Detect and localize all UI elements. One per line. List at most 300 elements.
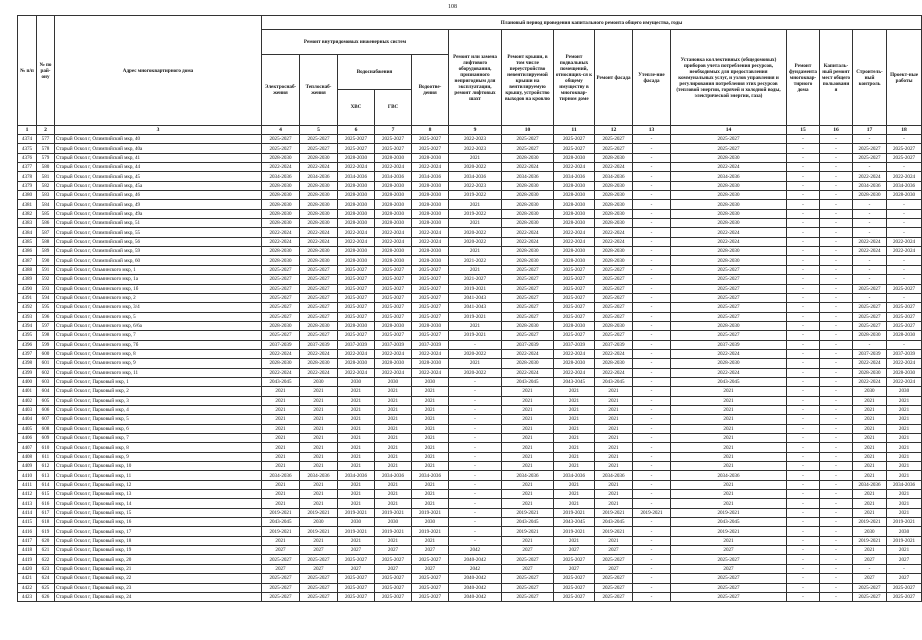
table-cell: 4376 (18, 153, 37, 162)
table-row (18, 536, 922, 545)
table-cell: - (820, 191, 853, 200)
table-cell: 2028-2030 (375, 191, 412, 200)
table-cell: 2022-2024 (338, 163, 375, 172)
table-cell: 2025-2027 (671, 293, 787, 302)
table-cell: 2021 (887, 415, 922, 424)
table-cell: 2025-2027 (502, 135, 554, 144)
table-cell: 2021 (853, 471, 887, 480)
table-row (18, 396, 922, 405)
table-cell: 2022-2024 (300, 368, 338, 377)
table-cell: 591 (37, 265, 55, 274)
table-cell: 2025-2027 (595, 312, 633, 321)
table-row (18, 415, 922, 424)
table-cell: 2021 (853, 490, 887, 499)
table-cell: 2040-2042 (449, 574, 502, 583)
table-cell: 2025-2027 (375, 303, 412, 312)
table-cell: - (787, 527, 820, 536)
table-cell: - (820, 247, 853, 256)
table-cell: - (787, 265, 820, 274)
header-meters: Установка коллективных (общедомовых) приборов учета потребления ресурсов, необходимых для предоставления коммунальных услуг, и узлов управления и регулирования потребления этих ресурсов (тепловой энергии, горячей и холодной воды, электрической энергии, газа) (671, 30, 787, 126)
table-cell: - (633, 564, 671, 573)
table-row (18, 181, 922, 190)
table-cell: 2022-2024 (671, 237, 787, 246)
table-cell: - (633, 480, 671, 489)
table-cell: 2021 (502, 415, 554, 424)
header-drainage: Водоотве-дения (412, 55, 449, 126)
table-cell: 2021 (671, 490, 787, 499)
table-cell: 621 (37, 546, 55, 555)
table-cell: 588 (37, 237, 55, 246)
table-cell: 2028-2030 (595, 200, 633, 209)
table-cell: 2025-2027 (262, 275, 300, 284)
table-cell: 2028-2030 (853, 191, 887, 200)
table-cell: 2021 (412, 396, 449, 405)
table-cell: 2021 (887, 490, 922, 499)
address-cell: Старый Оскол г, Парковый мкр, 21 (55, 564, 262, 573)
table-cell: 2019-2021 (853, 536, 887, 545)
table-cell: 594 (37, 293, 55, 302)
table-cell: 2022-2024 (595, 228, 633, 237)
table-cell: - (787, 191, 820, 200)
table-cell: 2028-2030 (262, 153, 300, 162)
table-cell: 2027 (262, 546, 300, 555)
table-cell: 583 (37, 191, 55, 200)
table-cell: - (787, 349, 820, 358)
table-cell: 2021 (554, 387, 595, 396)
table-cell: - (820, 555, 853, 564)
table-cell: 2025-2027 (887, 153, 922, 162)
table-cell: - (853, 256, 887, 265)
table-cell: - (820, 574, 853, 583)
table-cell: 620 (37, 536, 55, 545)
table-cell: 2025-2027 (502, 312, 554, 321)
table-cell: 2034-2036 (262, 471, 300, 480)
table-cell: - (633, 172, 671, 181)
table-cell: 2021 (671, 405, 787, 414)
table-cell: 2021 (449, 153, 502, 162)
table-cell: 2028-2030 (554, 200, 595, 209)
table-cell: 2021 (595, 424, 633, 433)
table-cell: 2028-2030 (300, 200, 338, 209)
table-cell: - (787, 153, 820, 162)
address-cell: Старый Оскол г, Олимпийский мкр, 41 (55, 153, 262, 162)
table-cell: 2021 (554, 396, 595, 405)
table-cell: 2027 (338, 564, 375, 573)
address-cell: Старый Оскол г, Парковый мкр, 5 (55, 415, 262, 424)
table-cell: 2028-2030 (671, 209, 787, 218)
table-cell: 2043-2045 (502, 377, 554, 386)
colnum-8: 8 (412, 126, 449, 135)
table-cell: 2025-2027 (554, 312, 595, 321)
table-cell: 2021 (262, 415, 300, 424)
table-cell: 2021 (502, 490, 554, 499)
table-cell: 2021 (502, 480, 554, 489)
table-cell: - (853, 293, 887, 302)
table-cell: 2028-2030 (300, 247, 338, 256)
table-cell: 2021 (300, 396, 338, 405)
table-cell: 2022-2024 (300, 237, 338, 246)
table-cell: 2021 (853, 462, 887, 471)
table-cell: 2025-2027 (671, 135, 787, 144)
table-cell: - (449, 434, 502, 443)
table-cell: 2021 (887, 546, 922, 555)
table-cell: 2027 (853, 555, 887, 564)
table-cell: 2021 (887, 434, 922, 443)
table-cell: 2021 (338, 480, 375, 489)
table-cell: - (853, 228, 887, 237)
table-cell: 2021 (853, 452, 887, 461)
table-cell: 2021 (887, 424, 922, 433)
table-cell: 4411 (18, 480, 37, 489)
table-cell: - (887, 228, 922, 237)
address-cell: Старый Оскол г, Парковый мкр, 1 (55, 377, 262, 386)
table-cell: 2021 (412, 536, 449, 545)
table-cell: 4375 (18, 144, 37, 153)
table-cell: 2022-2024 (300, 163, 338, 172)
table-cell: 2021 (300, 405, 338, 414)
table-cell: - (787, 368, 820, 377)
table-cell: 590 (37, 256, 55, 265)
table-cell: 2021 (338, 499, 375, 508)
table-cell: 2043-2045 (502, 518, 554, 527)
table-cell: 2021 (262, 462, 300, 471)
table-cell: 2019-2021 (671, 527, 787, 536)
table-cell: 2025-2027 (887, 303, 922, 312)
table-cell: 605 (37, 396, 55, 405)
table-cell: - (449, 405, 502, 414)
table-cell: - (449, 387, 502, 396)
table-cell: 2025-2027 (300, 303, 338, 312)
table-cell: 4381 (18, 200, 37, 209)
table-cell: 2019-2021 (375, 527, 412, 536)
table-cell: - (633, 555, 671, 564)
table-cell: 2022-2024 (554, 237, 595, 246)
table-cell: - (887, 265, 922, 274)
table-cell: 2028-2030 (412, 247, 449, 256)
table-cell: 4401 (18, 387, 37, 396)
table-cell: 2030 (887, 527, 922, 536)
table-cell: 2028-2030 (554, 191, 595, 200)
table-cell: 2028-2030 (671, 256, 787, 265)
table-cell: - (787, 434, 820, 443)
address-cell: Старый Оскол г, Парковый мкр, 9 (55, 452, 262, 461)
table-cell: 4384 (18, 228, 37, 237)
header-project-works: Проект-ные работы (887, 30, 922, 126)
table-cell: 2021 (262, 480, 300, 489)
table-cell: - (787, 443, 820, 452)
address-cell: Старый Оскол г, Парковый мкр, 4 (55, 405, 262, 414)
table-cell: - (633, 228, 671, 237)
table-cell: 2021 (262, 443, 300, 452)
table-cell: 2028-2030 (338, 153, 375, 162)
table-cell: 2030 (853, 527, 887, 536)
table-cell: 2028-2030 (554, 181, 595, 190)
table-cell: - (787, 237, 820, 246)
table-cell: 2020-2022 (449, 237, 502, 246)
table-row (18, 200, 922, 209)
table-cell: 2028-2030 (412, 209, 449, 218)
table-cell: 2028-2030 (502, 181, 554, 190)
table-cell: - (887, 293, 922, 302)
colnum-10: 10 (502, 126, 554, 135)
table-cell: 2019-2021 (300, 508, 338, 517)
table-cell: 2025-2027 (671, 284, 787, 293)
address-cell: Старый Оскол г, Парковый мкр, 10 (55, 462, 262, 471)
table-cell: 2022-2024 (375, 163, 412, 172)
table-cell: - (853, 135, 887, 144)
table-cell: 2021 (502, 462, 554, 471)
table-cell: 2021 (502, 452, 554, 461)
table-cell: 2021 (375, 396, 412, 405)
table-cell: 2025-2027 (853, 303, 887, 312)
table-cell: 2021 (595, 452, 633, 461)
address-cell: Старый Оскол г, Парковый мкр, 16 (55, 518, 262, 527)
table-cell: 2027 (595, 546, 633, 555)
table-row (18, 144, 922, 153)
table-cell: 597 (37, 321, 55, 330)
colnum-14: 14 (671, 126, 787, 135)
table-cell: 2021 (853, 508, 887, 517)
table-cell: 2022-2024 (502, 228, 554, 237)
table-cell: 2028-2030 (412, 256, 449, 265)
table-cell: 4394 (18, 321, 37, 330)
table-cell: 2025-2027 (262, 312, 300, 321)
table-cell: - (449, 471, 502, 480)
table-cell: 2019-2021 (338, 527, 375, 536)
table-cell: - (820, 228, 853, 237)
table-cell: - (787, 340, 820, 349)
address-cell: Старый Оскол г, Ольминского мкр, 6/6а (55, 321, 262, 330)
table-cell: - (820, 405, 853, 414)
address-cell: Старый Оскол г, Олимпийский мкр, 45 (55, 172, 262, 181)
table-cell: 2028-2030 (300, 181, 338, 190)
table-cell: 2019-2021 (595, 508, 633, 517)
header-facade: Ремонт фасада (595, 30, 633, 126)
table-cell: 2025-2027 (375, 583, 412, 592)
table-cell: 2025-2027 (671, 592, 787, 601)
table-cell: - (787, 293, 820, 302)
table-cell: 2022-2024 (262, 237, 300, 246)
table-cell: 2019-2021 (887, 518, 922, 527)
table-cell: 2021 (853, 415, 887, 424)
table-cell: 2028-2030 (375, 247, 412, 256)
table-cell: - (820, 237, 853, 246)
table-cell: 2021 (262, 490, 300, 499)
header-foundation: Ремонт фундамента многоквар-тирного дома (787, 30, 820, 126)
table-cell: - (787, 135, 820, 144)
table-cell: 4406 (18, 434, 37, 443)
header-row-no: № п/п (18, 16, 37, 126)
table-cell: 2021 (412, 499, 449, 508)
colnum-6: 6 (338, 126, 375, 135)
table-cell: 2025-2027 (671, 312, 787, 321)
table-row (18, 462, 922, 471)
table-cell: - (633, 583, 671, 592)
table-row (18, 172, 922, 181)
table-cell: - (820, 452, 853, 461)
table-cell: 2025-2027 (338, 284, 375, 293)
table-cell: 2022-2024 (671, 228, 787, 237)
table-row (18, 499, 922, 508)
table-cell: 2021 (554, 536, 595, 545)
table-cell: - (887, 200, 922, 209)
table-cell: 2021 (853, 434, 887, 443)
table-cell: - (787, 219, 820, 228)
table-cell: - (820, 181, 853, 190)
table-cell: 2021 (412, 490, 449, 499)
table-cell: 2021 (853, 546, 887, 555)
colnum-17: 17 (853, 126, 887, 135)
table-cell: - (820, 377, 853, 386)
table-cell: 2021 (300, 499, 338, 508)
table-cell: 2021-2022 (449, 256, 502, 265)
table-cell: 2021 (300, 490, 338, 499)
address-cell: Старый Оскол г, Олимпийский мкр, 46 (55, 191, 262, 200)
table-cell: 584 (37, 200, 55, 209)
table-cell: - (449, 480, 502, 489)
header-hot-water: ГВС (387, 104, 399, 110)
table-cell: 2027 (595, 564, 633, 573)
address-cell: Старый Оскол г, Парковый мкр, 22 (55, 574, 262, 583)
table-cell: 2022-2024 (853, 377, 887, 386)
table-row (18, 518, 922, 527)
table-cell: 2030 (338, 377, 375, 386)
table-cell: 606 (37, 405, 55, 414)
table-cell: - (820, 368, 853, 377)
table-body (18, 135, 922, 602)
table-cell: 2021 (595, 480, 633, 489)
table-cell: 2019-2021 (412, 508, 449, 517)
table-cell: 4399 (18, 368, 37, 377)
table-row (18, 583, 922, 592)
table-cell: 582 (37, 181, 55, 190)
header-cold-water: ХВС (338, 90, 375, 125)
table-cell: 2021 (502, 536, 554, 545)
table-cell: 2027 (554, 546, 595, 555)
table-cell: 600 (37, 349, 55, 358)
table-cell: 2025-2027 (300, 293, 338, 302)
table-cell: 2021 (449, 247, 502, 256)
table-cell: 2025-2027 (375, 592, 412, 601)
table-cell: 2021 (300, 536, 338, 545)
table-cell: - (787, 499, 820, 508)
table-cell: 4385 (18, 237, 37, 246)
table-cell: - (633, 349, 671, 358)
table-cell: 2025-2027 (412, 284, 449, 293)
table-cell: 2021 (671, 452, 787, 461)
table-cell: 2028-2030 (338, 256, 375, 265)
table-cell: - (633, 405, 671, 414)
table-cell: - (633, 181, 671, 190)
table-cell: 2021 (300, 462, 338, 471)
table-cell: 2022-2023 (449, 144, 502, 153)
table-row (18, 228, 922, 237)
table-cell: 2027 (338, 546, 375, 555)
table-cell: 2021 (262, 424, 300, 433)
table-cell: 2037-2039 (502, 340, 554, 349)
table-cell: 2028-2030 (375, 321, 412, 330)
table-cell: 2028-2030 (300, 191, 338, 200)
table-cell: - (633, 153, 671, 162)
table-cell: 2025-2027 (338, 574, 375, 583)
table-cell: 2034-2036 (554, 172, 595, 181)
table-cell: 2025-2027 (554, 303, 595, 312)
table-cell: - (787, 405, 820, 414)
header-construction-control: Строитель-ный контроль (853, 30, 887, 126)
table-cell: 2021 (671, 387, 787, 396)
table-cell: 2021 (853, 405, 887, 414)
table-cell: 2041-2043 (449, 293, 502, 302)
table-cell: 2034-2036 (375, 172, 412, 181)
table-cell: 2028-2030 (554, 153, 595, 162)
table-cell: 615 (37, 490, 55, 499)
table-cell: - (633, 387, 671, 396)
table-cell: 2025-2027 (412, 555, 449, 564)
table-cell: 2028-2030 (502, 200, 554, 209)
table-cell: 2025-2027 (412, 144, 449, 153)
table-cell: 2022-2024 (262, 368, 300, 377)
table-row (18, 153, 922, 162)
table-cell: 2028-2030 (502, 191, 554, 200)
table-cell: 2025-2027 (300, 331, 338, 340)
table-cell: - (820, 144, 853, 153)
table-cell: - (787, 163, 820, 172)
colnum-3: 3 (55, 126, 262, 135)
table-cell: 2025-2027 (412, 583, 449, 592)
table-cell: - (633, 574, 671, 583)
table-cell: 2025-2027 (300, 583, 338, 592)
table-cell: 2034-2036 (671, 471, 787, 480)
table-cell: 2021 (412, 405, 449, 414)
table-cell: 587 (37, 228, 55, 237)
table-cell: 2025-2027 (412, 312, 449, 321)
table-cell: - (633, 452, 671, 461)
table-cell: 2025-2027 (300, 265, 338, 274)
table-cell: - (449, 536, 502, 545)
table-cell: - (887, 564, 922, 573)
table-cell: 2021 (853, 424, 887, 433)
table-cell: 2028-2030 (671, 247, 787, 256)
table-cell: 2019-2021 (375, 508, 412, 517)
table-cell: 2028-2030 (671, 191, 787, 200)
table-cell: 2028-2030 (554, 359, 595, 368)
table-cell: 2028-2030 (262, 219, 300, 228)
table-cell: 2022-2024 (595, 163, 633, 172)
table-cell: 2021 (449, 359, 502, 368)
table-cell: 2020-2022 (449, 349, 502, 358)
table-cell: 4398 (18, 359, 37, 368)
table-cell: 2028-2030 (595, 359, 633, 368)
table-cell: 2022-2024 (262, 349, 300, 358)
table-cell: 2028-2030 (338, 219, 375, 228)
table-cell: 2019-2021 (262, 527, 300, 536)
table-cell: - (633, 536, 671, 545)
header-water-group (338, 55, 412, 126)
colnum-12: 12 (595, 126, 633, 135)
table-cell: - (633, 396, 671, 405)
table-cell: 2021 (375, 452, 412, 461)
table-cell: - (853, 163, 887, 172)
table-cell: 2025-2027 (502, 574, 554, 583)
table-cell: - (633, 368, 671, 377)
header-address: Адрес многоквартирного дома (55, 16, 262, 126)
table-cell: 2025-2027 (595, 284, 633, 293)
table-cell: 2021 (300, 480, 338, 489)
table-cell: 4421 (18, 574, 37, 583)
table-row (18, 471, 922, 480)
table-cell: 626 (37, 592, 55, 601)
table-cell: 4408 (18, 452, 37, 461)
